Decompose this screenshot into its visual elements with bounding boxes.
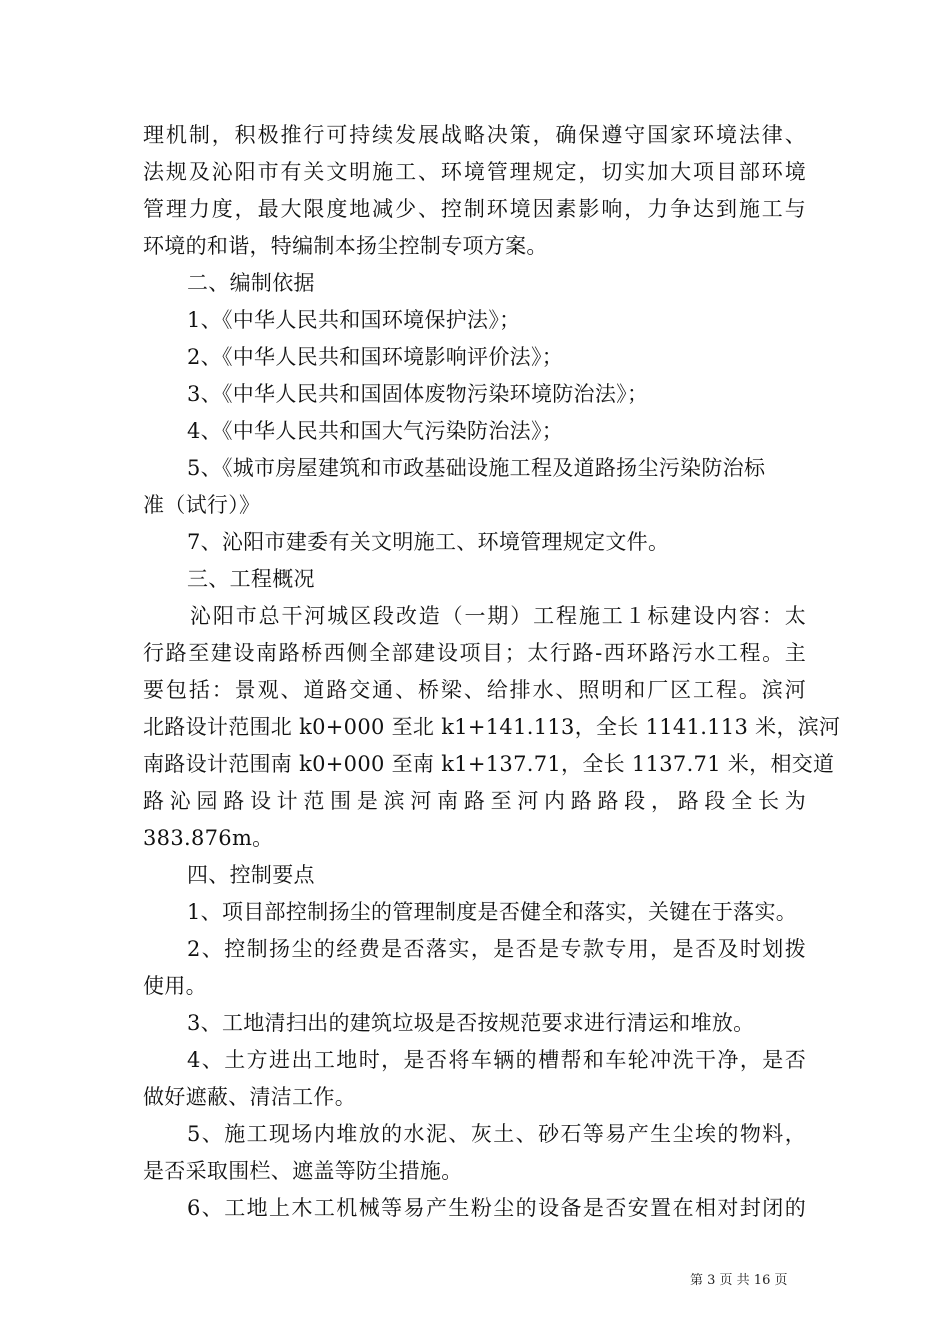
- paragraph-line: 南路设计范围南 k0+000 至南 k1+137.71，全长 1137.71 米，相交道: [143, 752, 835, 776]
- list-item-continuation: 做好遮蔽、清洁工作。: [143, 1085, 356, 1109]
- list-item: 3、工地清扫出的建筑垃圾是否按规范要求进行清运和堆放。: [187, 1011, 755, 1035]
- section-heading: 二、编制依据: [187, 271, 315, 295]
- paragraph-line: 沁阳市总干河城区段改造（一期）工程施工１标建设内容：太: [190, 604, 806, 628]
- list-item: 4、《中华人民共和国大气污染防治法》；: [187, 419, 564, 443]
- list-item: 3、《中华人民共和国固体废物污染环境防治法》；: [187, 382, 649, 406]
- list-item: 6、工地上木工机械等易产生粉尘的设备是否安置在相对封闭的: [187, 1196, 806, 1220]
- list-item: 7、沁阳市建委有关文明施工、环境管理规定文件。: [187, 530, 670, 554]
- section-heading: 三、工程概况: [187, 567, 315, 591]
- paragraph-line: 法规及沁阳市有关文明施工、环境管理规定，切实加大项目部环境: [143, 160, 806, 184]
- paragraph-line: 理机制，积极推行可持续发展战略决策，确保遵守国家环境法律、: [143, 123, 806, 147]
- paragraph-line: 管理力度，最大限度地减少、控制环境因素影响，力争达到施工与: [143, 197, 806, 221]
- list-item-continuation: 是否采取围栏、遮盖等防尘措施。: [143, 1159, 463, 1183]
- list-item: 4、土方进出工地时，是否将车辆的槽帮和车轮冲洗干净，是否: [187, 1048, 806, 1072]
- list-item: 1、项目部控制扬尘的管理制度是否健全和落实，关键在于落实。: [187, 900, 798, 924]
- list-item-continuation: 使用。: [143, 974, 207, 998]
- list-item: 5、《城市房屋建筑和市政基础设施工程及道路扬尘污染防治标: [187, 456, 766, 480]
- paragraph-line: 383.876m。: [143, 826, 274, 850]
- section-heading: 四、控制要点: [187, 863, 315, 887]
- paragraph-line: 环境的和谐，特编制本扬尘控制专项方案。: [143, 234, 548, 258]
- paragraph-line: 要包括：景观、道路交通、桥梁、给排水、照明和厂区工程。滨河: [143, 678, 806, 702]
- page-number-footer: 第 3 页 共 16 页: [690, 1273, 788, 1288]
- paragraph-line: 北路设计范围北 k0+000 至北 k1+141.113，全长 1141.113 米，滨河: [143, 715, 841, 739]
- list-item: 1、《中华人民共和国环境保护法》；: [187, 308, 521, 332]
- list-item: 5、施工现场内堆放的水泥、灰土、砂石等易产生尘埃的物料，: [187, 1122, 806, 1146]
- paragraph-line: 路沁园路设计范围是滨河南路至河内路路段，路段全长为: [143, 789, 806, 813]
- list-item: 2、《中华人民共和国环境影响评价法》；: [187, 345, 564, 369]
- list-item: 2、控制扬尘的经费是否落实，是否是专款专用，是否及时划拨: [187, 937, 806, 961]
- paragraph-line: 行路至建设南路桥西侧全部建设项目；太行路-西环路污水工程。主: [143, 641, 806, 665]
- list-item-continuation: 准（试行）》: [143, 493, 261, 517]
